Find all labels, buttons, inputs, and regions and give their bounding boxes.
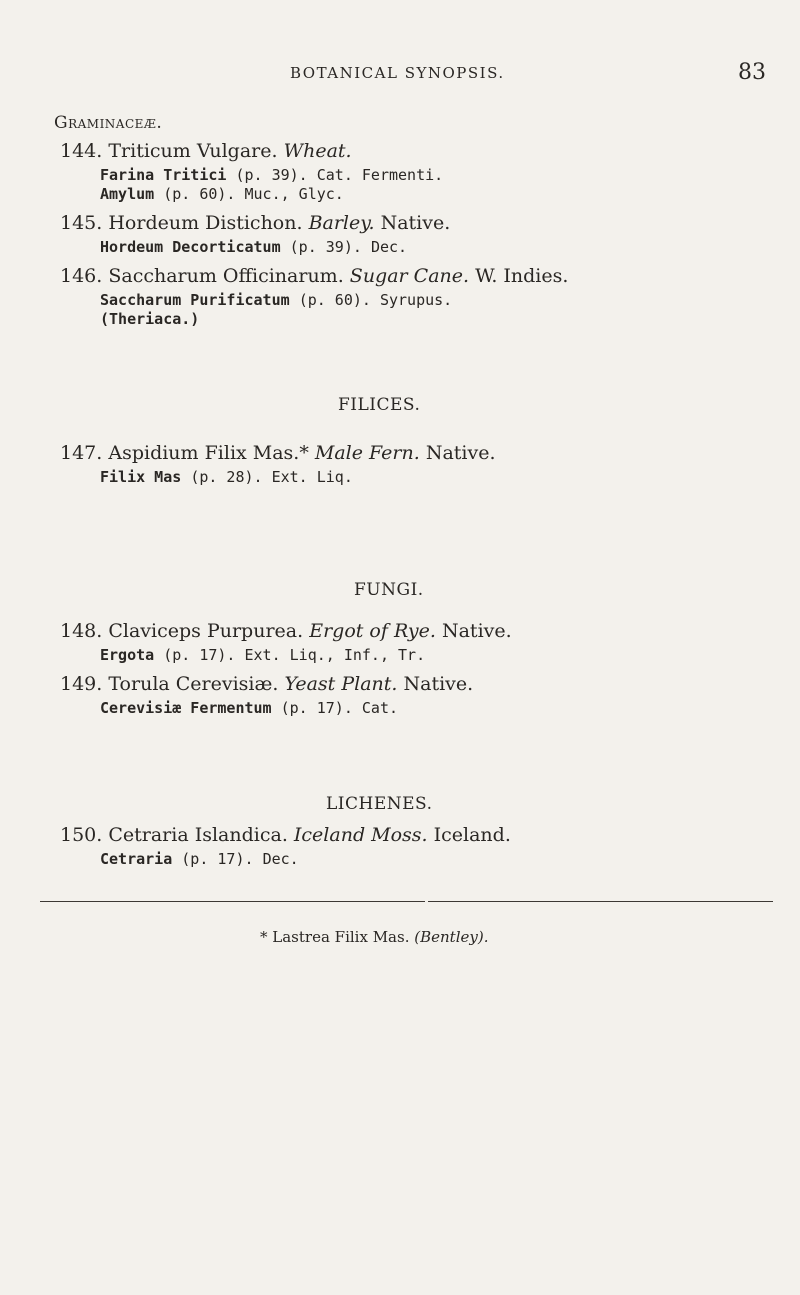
drug-name: Filix Mas bbox=[100, 468, 182, 486]
botanical-name: Cetraria Islandica. bbox=[108, 824, 288, 846]
origin: Native. bbox=[425, 442, 496, 464]
entry-149 bbox=[60, 673, 473, 695]
preparation-forms: Syrupus. bbox=[379, 291, 453, 309]
preparation-line bbox=[100, 850, 299, 868]
preparation-forms: Dec. bbox=[262, 850, 299, 868]
preparation-line bbox=[100, 646, 425, 664]
entry-147 bbox=[60, 442, 496, 464]
botanical-name: Saccharum Officinarum. bbox=[108, 265, 344, 287]
drug-name: Ergota bbox=[100, 646, 155, 664]
common-name: Male Fern. bbox=[314, 442, 420, 464]
drug-name: (Theriaca.) bbox=[100, 310, 200, 328]
origin: Native. bbox=[441, 620, 512, 642]
preparation-forms: Ext. Liq. bbox=[271, 468, 353, 486]
preparation-line bbox=[100, 468, 353, 486]
footnote bbox=[260, 928, 488, 946]
entry-number: 150. bbox=[60, 824, 103, 846]
preparation-line bbox=[100, 166, 443, 184]
preparation-line bbox=[100, 238, 407, 256]
entry-145 bbox=[60, 212, 450, 234]
entry-146 bbox=[60, 265, 568, 287]
page-number: 83 bbox=[738, 60, 766, 85]
preparation-forms: Dec. bbox=[370, 238, 408, 256]
botanical-name: Claviceps Purpurea. bbox=[108, 620, 304, 642]
section-heading-lichenes: LICHENES. bbox=[326, 794, 433, 814]
page-ref: (p. 17). bbox=[163, 646, 236, 664]
footnote-source: (Bentley). bbox=[414, 928, 489, 946]
common-name: Wheat. bbox=[283, 140, 352, 162]
botanical-name: Aspidium Filix Mas.* bbox=[108, 442, 309, 464]
page-ref: (p. 17). bbox=[181, 850, 254, 868]
section-heading-fungi: FUNGI. bbox=[354, 580, 424, 600]
preparation-line bbox=[100, 185, 344, 203]
origin: Native. bbox=[380, 212, 451, 234]
origin: W. Indies. bbox=[475, 265, 569, 287]
entry-number: 144. bbox=[60, 140, 103, 162]
preparation-forms: Muc., Glyc. bbox=[244, 185, 344, 203]
preparation-line bbox=[100, 699, 398, 717]
entry-148 bbox=[60, 620, 512, 642]
drug-name: Saccharum Purificatum bbox=[100, 291, 290, 309]
entry-number: 147. bbox=[60, 442, 103, 464]
page-ref: (p. 60). bbox=[163, 185, 236, 203]
page-ref: (p. 17). bbox=[280, 699, 353, 717]
entry-144 bbox=[60, 140, 352, 162]
drug-name: Hordeum Decorticatum bbox=[100, 238, 281, 256]
origin: Iceland. bbox=[433, 824, 511, 846]
origin: Native. bbox=[403, 673, 474, 695]
running-title: BOTANICAL SYNOPSIS. bbox=[290, 64, 505, 82]
common-name: Ergot of Rye. bbox=[309, 620, 436, 642]
page-ref: (p. 28). bbox=[190, 468, 263, 486]
page-ref: (p. 60). bbox=[298, 291, 371, 309]
entry-number: 145. bbox=[60, 212, 103, 234]
common-name: Sugar Cane. bbox=[349, 265, 470, 287]
common-name: Barley. bbox=[308, 212, 375, 234]
footnote-rule-right bbox=[428, 901, 773, 902]
section-heading-filices: FILICES. bbox=[338, 395, 421, 415]
footnote-text: Lastrea Filix Mas. bbox=[272, 928, 410, 946]
entry-number: 148. bbox=[60, 620, 103, 642]
botanical-name: Hordeum Distichon. bbox=[108, 212, 303, 234]
botanical-name: Triticum Vulgare. bbox=[108, 140, 278, 162]
entry-150 bbox=[60, 824, 511, 846]
preparation-forms: Cat. Fermenti. bbox=[316, 166, 444, 184]
drug-name: Farina Tritici bbox=[100, 166, 227, 184]
footnote-rule-left bbox=[40, 901, 425, 902]
preparation-forms: Cat. bbox=[361, 699, 399, 717]
section-heading-graminaceae: Graminaceæ. bbox=[54, 113, 163, 133]
preparation-forms: Ext. Liq., Inf., Tr. bbox=[244, 646, 426, 664]
preparation-line bbox=[100, 291, 452, 309]
entry-number: 146. bbox=[60, 265, 103, 287]
common-name: Yeast Plant. bbox=[284, 673, 398, 695]
footnote-marker: * bbox=[260, 928, 268, 946]
page-ref: (p. 39). bbox=[235, 166, 308, 184]
drug-name: Amylum bbox=[100, 185, 155, 203]
preparation-line bbox=[100, 310, 199, 328]
page-ref: (p. 39). bbox=[289, 238, 362, 256]
common-name: Iceland Moss. bbox=[293, 824, 428, 846]
entry-number: 149. bbox=[60, 673, 103, 695]
drug-name: Cetraria bbox=[100, 850, 173, 868]
botanical-name: Torula Cerevisiæ. bbox=[108, 673, 279, 695]
drug-name: Cerevisiæ Fermentum bbox=[100, 699, 272, 717]
